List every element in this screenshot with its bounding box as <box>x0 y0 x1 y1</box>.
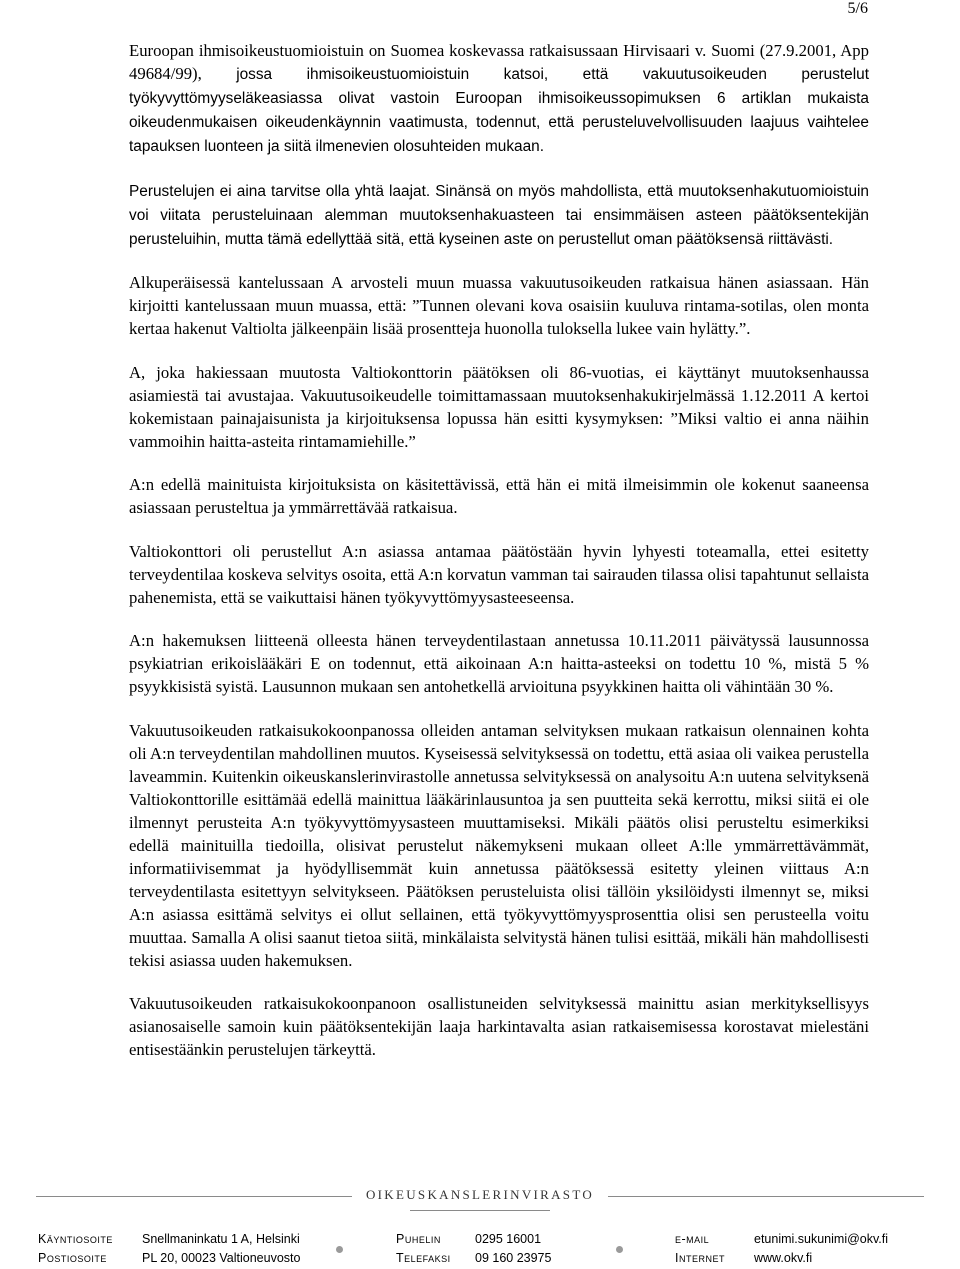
page-number: 5/6 <box>847 0 868 17</box>
footer-visit-label: Käyntiosoite <box>38 1232 113 1246</box>
footer-email-label: e-mail <box>675 1232 710 1246</box>
footer-visit-address: Snellmaninkatu 1 A, Helsinki <box>142 1232 300 1246</box>
paragraph-text-segment: A:n hakemuksen liitteenä olleesta hänen terveydentilastaan annetussa 10.11.2011 päivätyssä lausunnossa psykiatrian erikoislääkäri E on todennut, että aikoinaan A:n haitta-asteeksi on todettu 10 %, mistä 5 % psyykkisistä syistä. Lausunnon mukaan sen antohetkellä arvioituna psyykkinen haitta oli vähintään 30 %. <box>129 631 869 696</box>
footer-row-post <box>38 1251 922 1269</box>
footer-bullet-dot <box>616 1246 623 1253</box>
paragraph-text-segment: Sinänsä on myös mahdollista, että muutoksenhakutuomioistuin voi viitata perusteluinaan alemman muutoksenhakuasteen tai ensimmäisen asteen päätöksentekijän perusteluihin, mutta tämä edellyttää sitä, että kyseinen aste on perustellut oman päätöksensä riittävästi. <box>129 182 869 248</box>
paragraph-text-segment: Alkuperäisessä kantelussaan A arvosteli muun muassa vakuutusoikeuden ratkaisua hänen asiassaan. Hän kirjoitti kantelussaan muun muassa, että: ”Tunnen olevani kova osaisiin kuuluva rintama-sotilas, olen monta kertaa hakenut Valtiolta jälkeenpäin lisää prosentteja huonolla tuloksella lukee vain hylätty.”. <box>129 273 869 338</box>
footer-post-address: PL 20, 00023 Valtioneuvosto <box>142 1251 301 1265</box>
body-paragraph <box>129 271 869 340</box>
footer-fax-number: 09 160 23975 <box>475 1251 552 1265</box>
footer-logo-underline <box>410 1210 550 1211</box>
paragraph-text-segment: Vakuutusoikeuden ratkaisukokoonpanossa olleiden antaman selvityksen mukaan ratkaisun olennainen kohta oli A:n terveydentilan mahdollinen muutos. Kyseisessä selvityksessä on todettu, että asiaa oli vaikea perustella laveammin. Kuitenkin oikeuskanslerinvirastolle annetussa selvityksessä on analysoitu A:n uutena selvityksenä Valtiokonttorille esittämää edellä mainittua lääkärinlausuntoa ja sen puutteita sekä kerrottu, miksi siitä ei ole ilmennyt perusteita A:n työkyvyttömyysasteen muuttamiseksi. Mikäli päätös olisi perusteltu esimerkiksi edellä mainituilla tiedoilla, olisivat perustelut näkemykseni mukaan olleet A:lle ymmärrettävämmät, informatiivisemmat ja hyödyllisemmät kuin annetussa päätöksessä esitetty yleinen viittaus A:n terveydentilasta esitettyyn selvitykseen. Päätöksen perusteluista olisi tällöin yksilöidysti ilmennyt se, miksi A:n asiassa esittämä selvitys ei ollut sellainen, että työkyvyttömyysprosenttia olisi sen perusteella voitu muuttaa. Samalla A olisi saanut tietoa siitä, minkälaista selvitystä hänen tulisi esittää, mikäli hän mahdollisesti tekisi asiassa uuden hakemuksen. <box>129 720 869 970</box>
document-body <box>129 39 869 1082</box>
footer-phone-number: 0295 16001 <box>475 1232 542 1246</box>
footer-post-label: Postiosoite <box>38 1251 107 1265</box>
paragraph-text-segment: A, joka hakiessaan muutosta Valtiokonttorin päätöksen oli 86-vuotias, ei käyttänyt muutoksenhaussa asiamiestä tai avustajaa. Vakuutusoikeudelle toimittamassaan muutoksenhakukirjelmässä 1.12.2011 A kertoi kokemistaan painajaisunista ja kirjoituksensa lopussa hän esitti kysymyksen: ”Miksi valtio ei anna näihin vammoihin haitta-asteita rintamamiehille.” <box>129 362 869 451</box>
footer-email-address[interactable]: etunimi.sukunimi@okv.fi <box>754 1232 889 1246</box>
body-paragraph <box>129 629 869 698</box>
paragraph-text-segment: Euroopan ihmisoikeustuomioistuin on Suomea koskevassa ratkaisussaan Hirvisaari v. Suomi (27.9.2001, App 49684/99), <box>129 41 869 83</box>
body-paragraph <box>129 540 869 609</box>
body-paragraph <box>129 179 869 251</box>
paragraph-text-segment: Valtiokonttori oli perustellut A:n asiassa antamaa päätöstään hyvin lyhyesti toteamalla, ettei esitetty terveydentilaa koskeva selvitys osoita, että A:n korvatun vamman tai sairauden tilassa olisi tapahtunut sellaista pahenemista, että se vaikuttaisi hänen työkyvyttömyysasteeseensa. <box>129 541 869 607</box>
paragraph-text-segment: Perustelujen ei aina tarvitse olla yhtä laajat. <box>129 182 436 200</box>
body-paragraph <box>129 361 869 453</box>
body-paragraph <box>129 992 869 1061</box>
footer-internet-label: Internet <box>675 1251 725 1265</box>
body-paragraph <box>129 39 869 158</box>
footer-phone-label: Puhelin <box>396 1232 441 1246</box>
paragraph-text-segment: A:n edellä mainituista kirjoituksista on käsitettävissä, että hän ei mitä ilmeisimmin ole kokenut saaneensa asiassaan perusteltua ja ymmärrettävää ratkaisua. <box>129 475 869 517</box>
footer-website[interactable]: www.okv.fi <box>754 1251 813 1265</box>
body-paragraph <box>129 473 869 519</box>
paragraph-text-segment: jossa ihmisoikeustuomioistuin katsoi, että vakuutusoikeuden perustelut työkyvyttömyyseläkeasiassa olivat vastoin Euroopan ihmisoikeussopimuksen 6 artiklan mukaista oikeudenmukaisen oikeudenkäynnin vaatimusta, todennut, että perusteluvelvollisuuden laajuus vaihtelee tapauksen luonteen ja siitä ilmenevien olosuhteiden mukaan. <box>129 66 869 155</box>
paragraph-text-segment: Vakuutusoikeuden ratkaisukokoonpanoon osallistuneiden selvityksessä mainittu asian merkityksellisyys asianosaiselle samoin kuin päätöksentekijän laaja harkintavalta asian ratkaisemisessa korostavat mielestäni entisestäänkin perustelujen tärkeyttä. <box>129 994 869 1059</box>
footer-bullet-dot <box>336 1246 343 1253</box>
footer-fax-label: Telefaksi <box>396 1251 451 1265</box>
footer-logo: OIKEUSKANSLERINVIRASTO <box>352 1187 608 1203</box>
footer-row-address <box>38 1232 922 1250</box>
body-paragraph <box>129 719 869 972</box>
